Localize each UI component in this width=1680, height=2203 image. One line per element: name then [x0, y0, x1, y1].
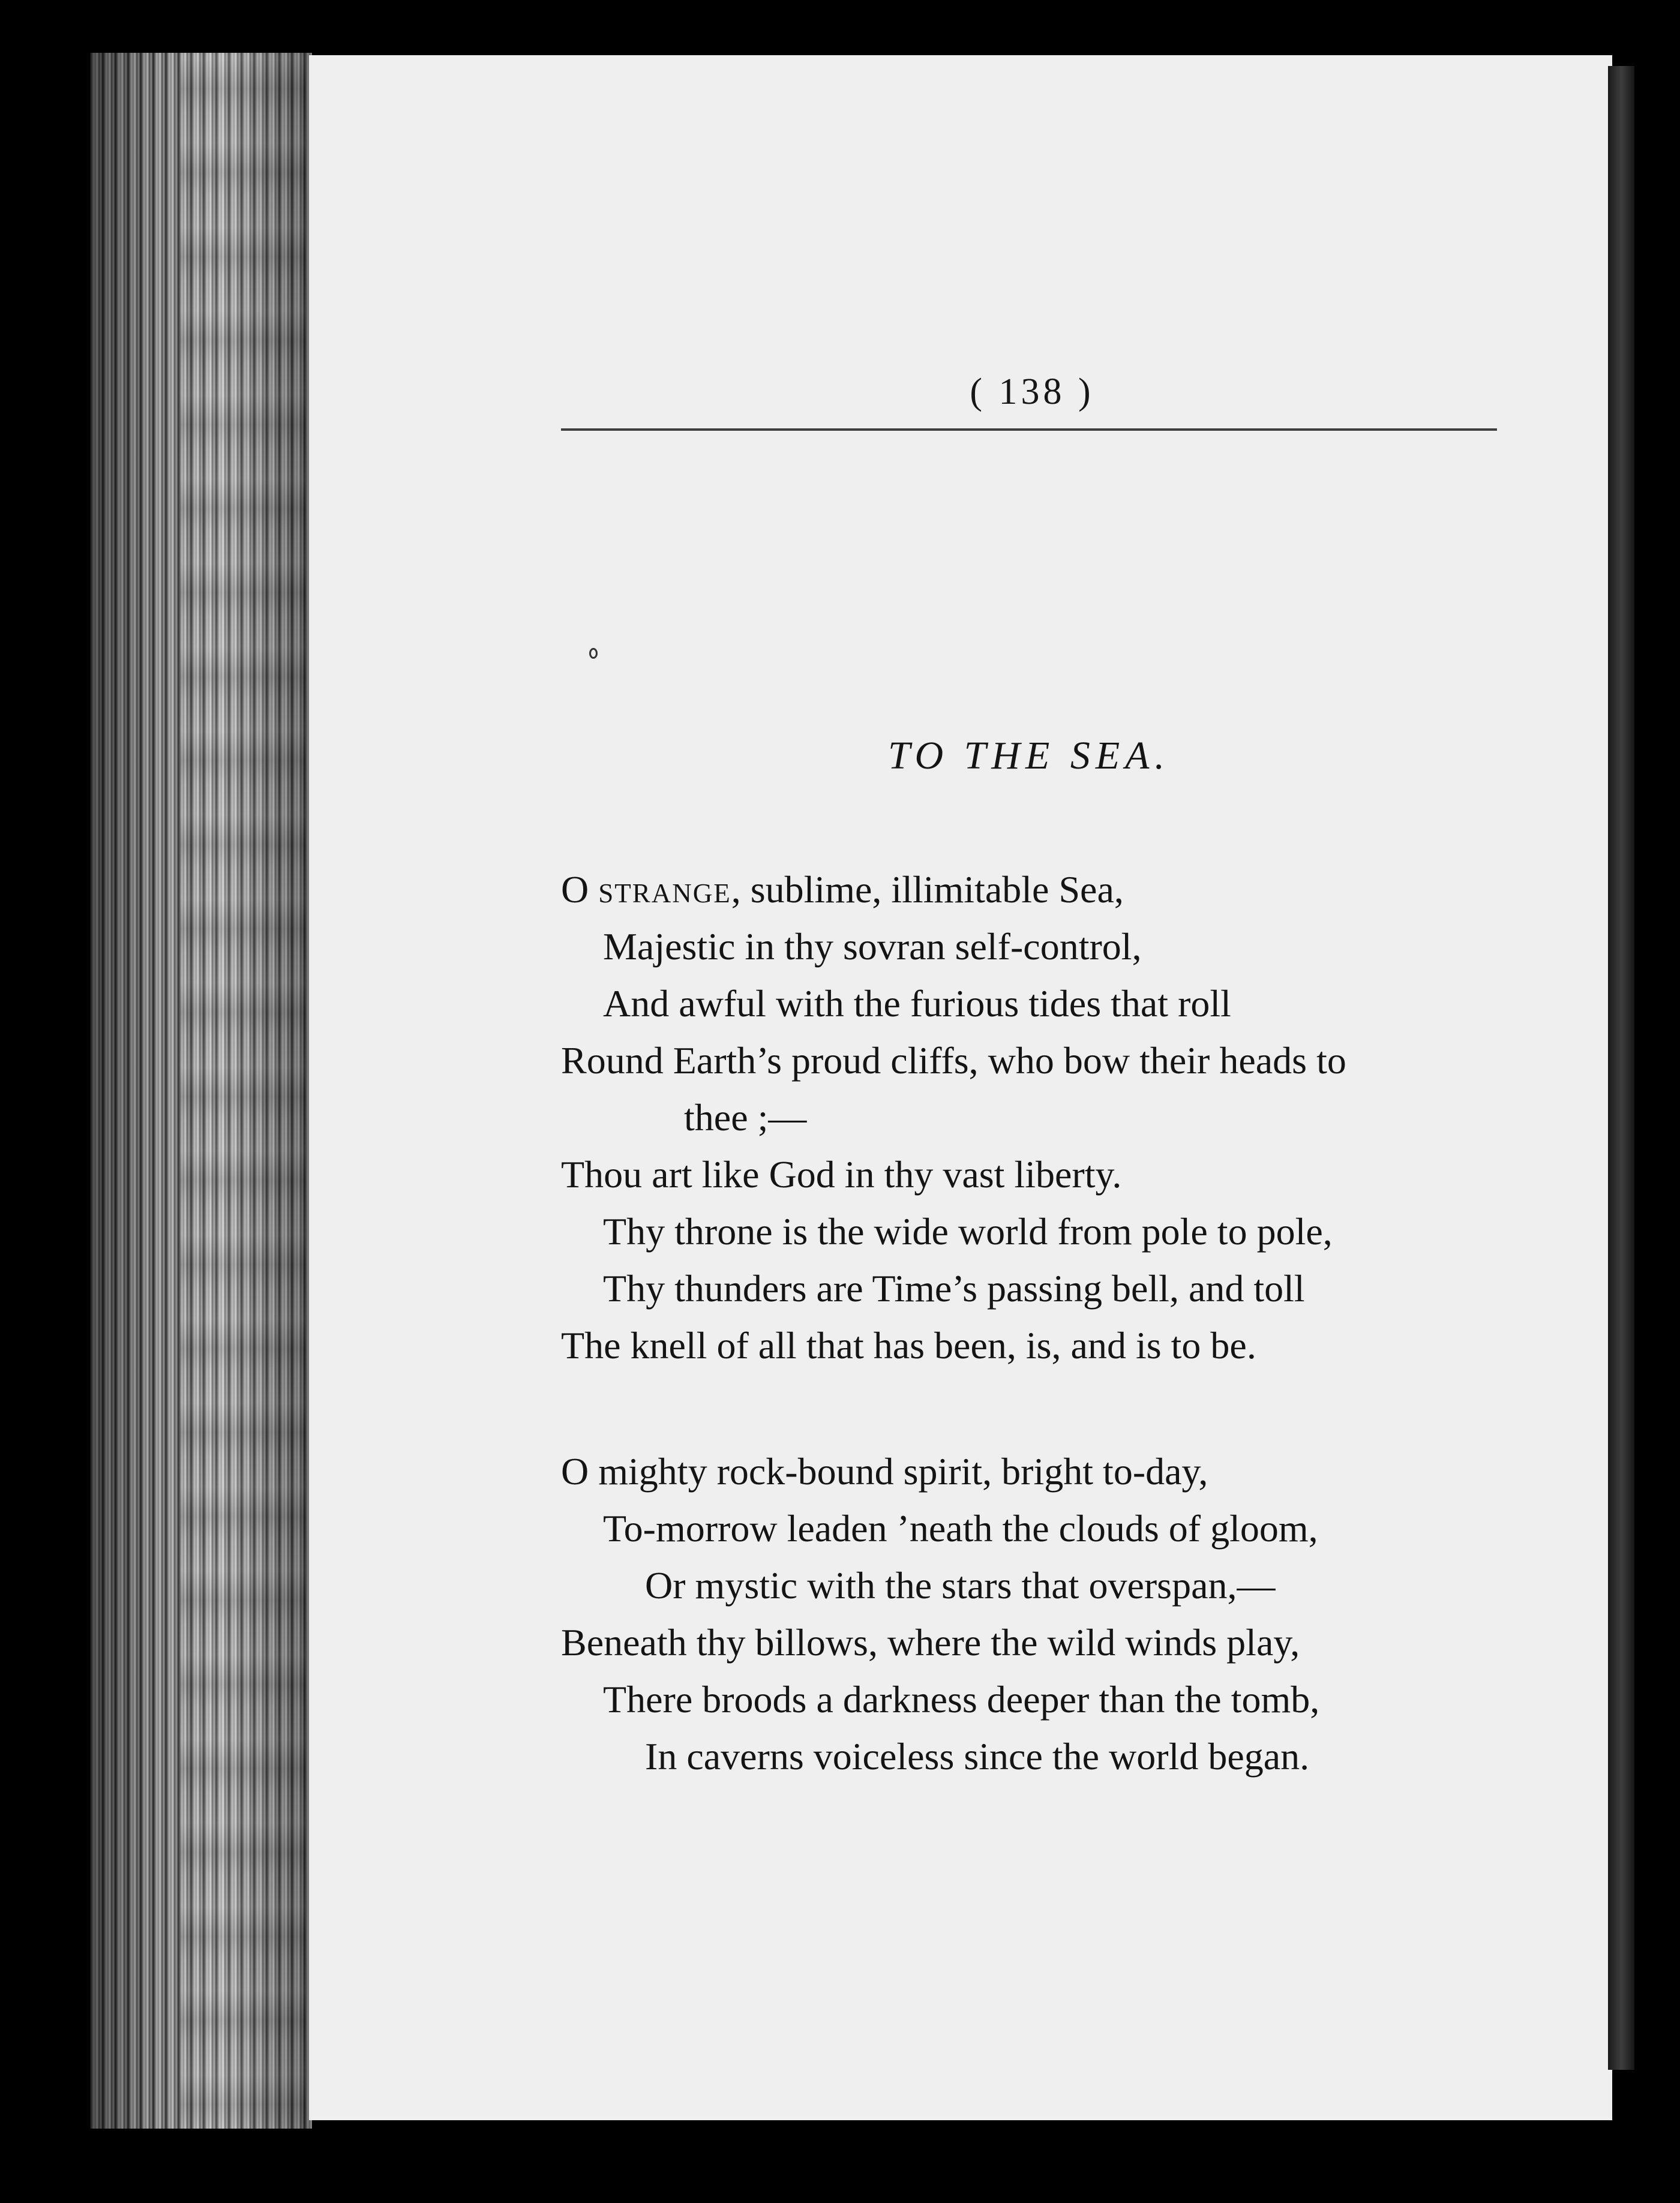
page-edges-shade — [90, 53, 312, 2129]
poem-line: The knell of all that has been, is, and is to be. — [561, 1324, 1256, 1367]
poem-title: TO THE SEA. — [888, 734, 1170, 778]
poem-line: To-morrow leaden ’neath the clouds of gloom, — [603, 1507, 1318, 1550]
ink-speck — [589, 648, 598, 659]
line-lead: O — [561, 868, 599, 911]
poem-line: Majestic in thy sovran self-control, — [603, 925, 1142, 968]
poem-line: Thy thunders are Time’s passing bell, and toll — [603, 1267, 1305, 1310]
poem-line: Thou art like God in thy vast liberty. — [561, 1153, 1122, 1196]
right-page-edge — [1608, 66, 1634, 2070]
page-number: ( 138 ) — [970, 371, 1094, 412]
line-rest: , sublime, illimitable Sea, — [731, 868, 1124, 911]
poem-line: Round Earth’s proud cliffs, who bow their heads to — [561, 1039, 1346, 1082]
poem-line: Thy throne is the wide world from pole to pole, — [603, 1210, 1333, 1253]
header-rule — [561, 428, 1497, 431]
poem-line: O mighty rock-bound spirit, bright to-day, — [561, 1450, 1208, 1493]
stanza-2 — [561, 1443, 1319, 1785]
stanza-1 — [561, 861, 1346, 1374]
poem-line: In caverns voiceless since the world began. — [645, 1735, 1310, 1778]
poem-line: thee ;— — [684, 1096, 807, 1139]
poem-line — [561, 861, 1346, 918]
poem-line: There broods a darkness deeper than the tomb, — [603, 1678, 1320, 1721]
poem-line: And awful with the furious tides that roll — [603, 982, 1231, 1025]
line-smallcaps: strange — [598, 868, 731, 911]
poem-line: Beneath thy billows, where the wild winds play, — [561, 1621, 1300, 1664]
poem-line: Or mystic with the stars that overspan,— — [645, 1564, 1276, 1607]
